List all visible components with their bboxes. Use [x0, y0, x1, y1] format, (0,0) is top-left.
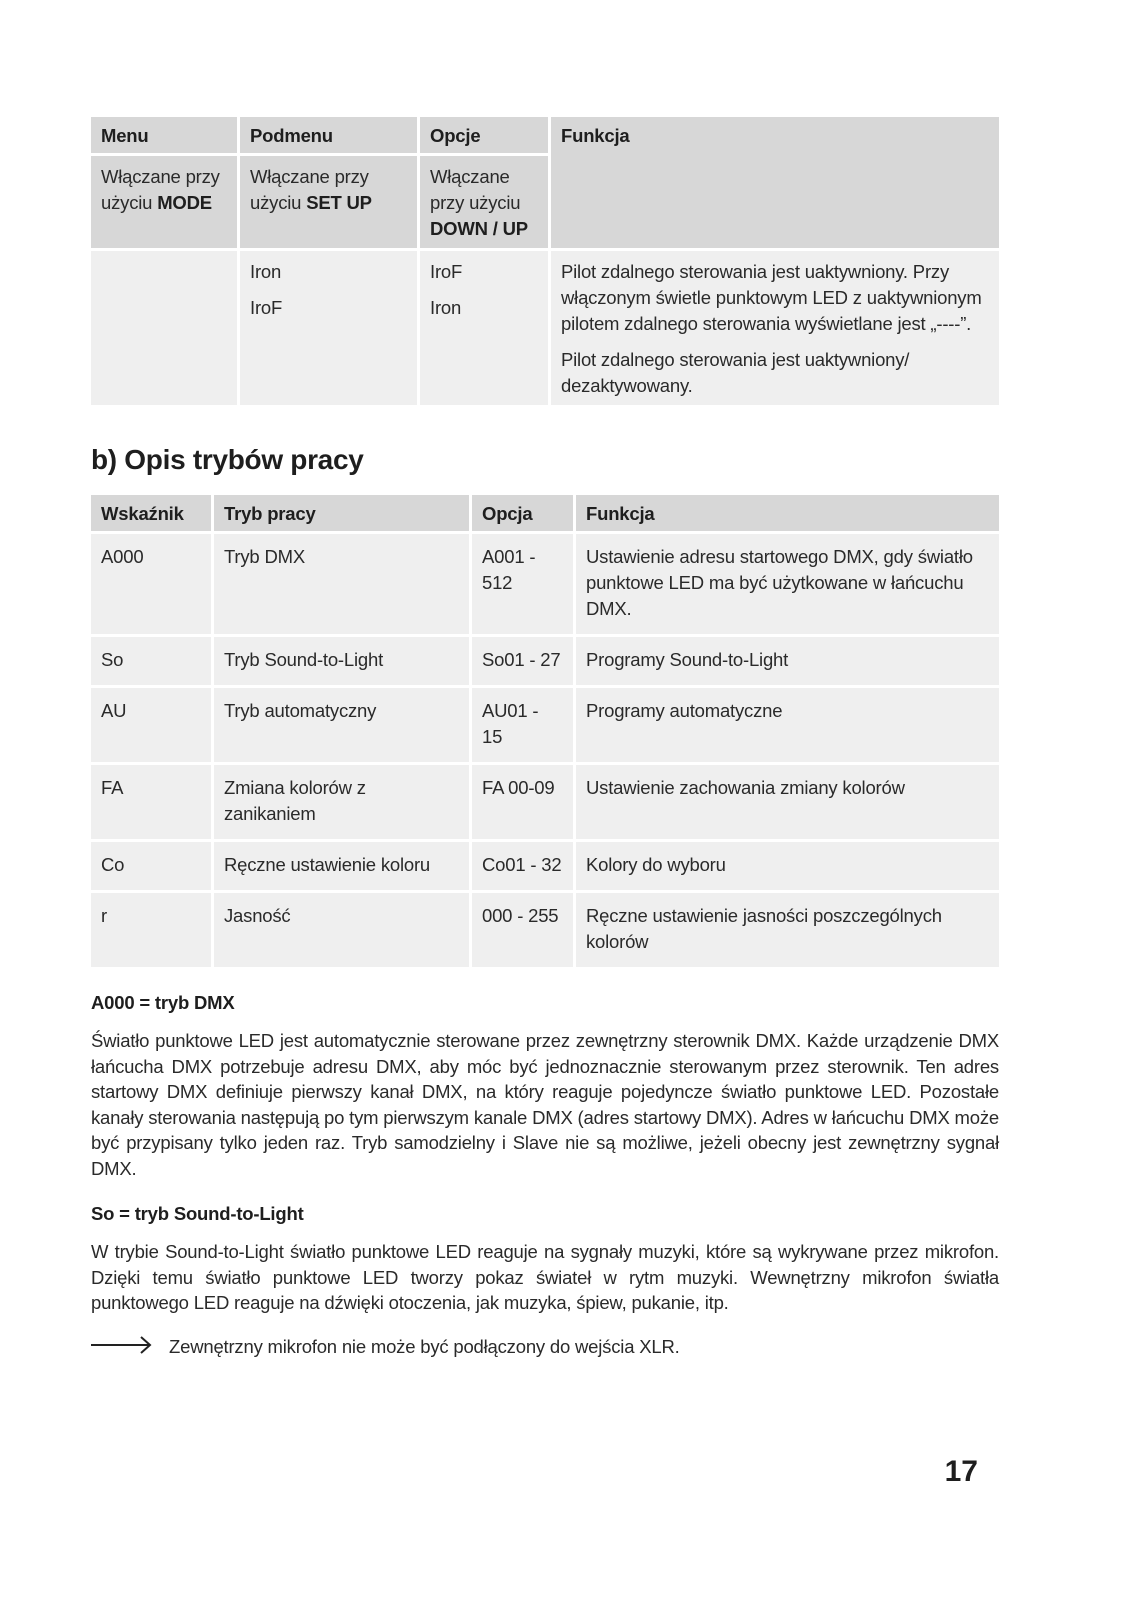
- table-cell: 000 - 255: [472, 893, 573, 967]
- cell-bold-text: DOWN / UP: [430, 218, 528, 239]
- table-row: [91, 688, 999, 762]
- table-cell: r: [91, 893, 211, 967]
- section-heading: b) Opis trybów pracy: [91, 444, 364, 475]
- cell-bold-text: SET UP: [306, 192, 372, 213]
- table-cell: Programy Sound-to-Light: [576, 637, 999, 685]
- table-cell: AU: [91, 688, 211, 762]
- cell-text: Włączane przy użyciu: [430, 166, 521, 213]
- table-cell: Zmiana kolorów z zanikaniem: [214, 765, 469, 839]
- cell-text: Pilot zdalnego sterowania jest uaktywniony. Przy włączonym świetle punktowym LED z uaktywnionym pilotem zdalnego sterowania wyświetlane jest „----”.: [561, 261, 982, 334]
- operating-modes-table: [88, 492, 1002, 970]
- table-cell: [420, 251, 548, 405]
- table-cell: Ustawienie zachowania zmiany kolorów: [576, 765, 999, 839]
- document-page: [91, 114, 999, 1359]
- column-header: Podmenu: [240, 117, 417, 153]
- column-header: Funkcja: [551, 117, 999, 248]
- table-row: [91, 251, 999, 405]
- column-header: Opcja: [472, 495, 573, 531]
- cell-text: IroF: [430, 261, 463, 282]
- table-cell: So01 - 27: [472, 637, 573, 685]
- table-cell: FA: [91, 765, 211, 839]
- note-text: Zewnętrzny mikrofon nie może być podłączony do wejścia XLR.: [169, 1335, 680, 1357]
- table-cell: [91, 156, 237, 248]
- dmx-subheading: A000 = tryb DMX: [91, 992, 235, 1013]
- cell-text: IroF: [250, 297, 283, 318]
- column-header: Tryb pracy: [214, 495, 469, 531]
- cell-bold-text: MODE: [157, 192, 212, 213]
- table-cell: Tryb Sound-to-Light: [214, 637, 469, 685]
- table-cell: Ręczne ustawienie koloru: [214, 842, 469, 890]
- column-header: Funkcja: [576, 495, 999, 531]
- sound-paragraph: W trybie Sound-to-Light światło punktowe LED reaguje na sygnały muzyki, które są wykrywane przez mikrofon. Dzięki temu światło punktowe LED tworzy pokaz świateł w rytm muzyki. Wewnętrzny mikrofon światła punktowego LED reaguje na dźwięki otoczenia, jak muzyka, śpiew, pukanie, itp.: [91, 1241, 999, 1313]
- table-cell: FA 00-09: [472, 765, 573, 839]
- table-cell: Programy automatyczne: [576, 688, 999, 762]
- dmx-paragraph: Światło punktowe LED jest automatycznie sterowane przez zewnętrzny sterownik DMX. Każde urządzenie DMX łańcucha DMX potrzebuje adresu DMX, aby móc być jednoznacznie sterowanym przez sterownik. Ten adres startowy DMX definiuje pierwszy kanał DMX, na który reaguje pojedyncze światło punktowe LED. Pozostałe kanały sterowania następują po tym pierwszym kanale DMX (adres startowy DMX). Adres w łańcuchu DMX może być przypisany tylko jeden raz. Tryb samodzielny i Slave nie są możliwe, jeżeli obecny jest zewnętrzny sygnał DMX.: [91, 1030, 999, 1179]
- cell-text: Iron: [430, 297, 462, 318]
- table-cell: Jasność: [214, 893, 469, 967]
- table-cell: Ręczne ustawienie jasności poszczególnych kolorów: [576, 893, 999, 967]
- cell-text: Włączane przy użyciu: [101, 166, 220, 213]
- table-cell: [91, 251, 237, 405]
- page-number: 17: [944, 1455, 978, 1488]
- table-cell: AU01 - 15: [472, 688, 573, 762]
- sound-subheading: So = tryb Sound-to-Light: [91, 1203, 304, 1224]
- table-header-row: [91, 117, 999, 153]
- table-cell: [420, 156, 548, 248]
- table-cell: Co: [91, 842, 211, 890]
- table-row: [91, 534, 999, 634]
- menu-table: [88, 114, 1002, 408]
- table-row: [91, 842, 999, 890]
- table-cell: [240, 156, 417, 248]
- cell-text: Pilot zdalnego sterowania jest uaktywniony/ dezaktywowany.: [561, 349, 910, 396]
- column-header: Opcje: [420, 117, 548, 153]
- cell-text: Włączane przy użyciu: [250, 166, 369, 213]
- note: [91, 1334, 999, 1359]
- table-row: [91, 893, 999, 967]
- table-cell: A000: [91, 534, 211, 634]
- arrow-right-icon: [91, 1334, 153, 1358]
- table-cell: [240, 251, 417, 405]
- table-cell: Tryb DMX: [214, 534, 469, 634]
- table-cell: [551, 251, 999, 405]
- table-cell: Kolory do wyboru: [576, 842, 999, 890]
- column-header: Menu: [91, 117, 237, 153]
- table-cell: A001 - 512: [472, 534, 573, 634]
- column-header: Wskaźnik: [91, 495, 211, 531]
- table-cell: Co01 - 32: [472, 842, 573, 890]
- table-header-row: [91, 495, 999, 531]
- table-cell: So: [91, 637, 211, 685]
- table-cell: Tryb automatyczny: [214, 688, 469, 762]
- table-row: [91, 765, 999, 839]
- cell-text: Iron: [250, 261, 282, 282]
- table-row: [91, 637, 999, 685]
- table-cell: Ustawienie adresu startowego DMX, gdy światło punktowe LED ma być użytkowane w łańcuchu DMX.: [576, 534, 999, 634]
